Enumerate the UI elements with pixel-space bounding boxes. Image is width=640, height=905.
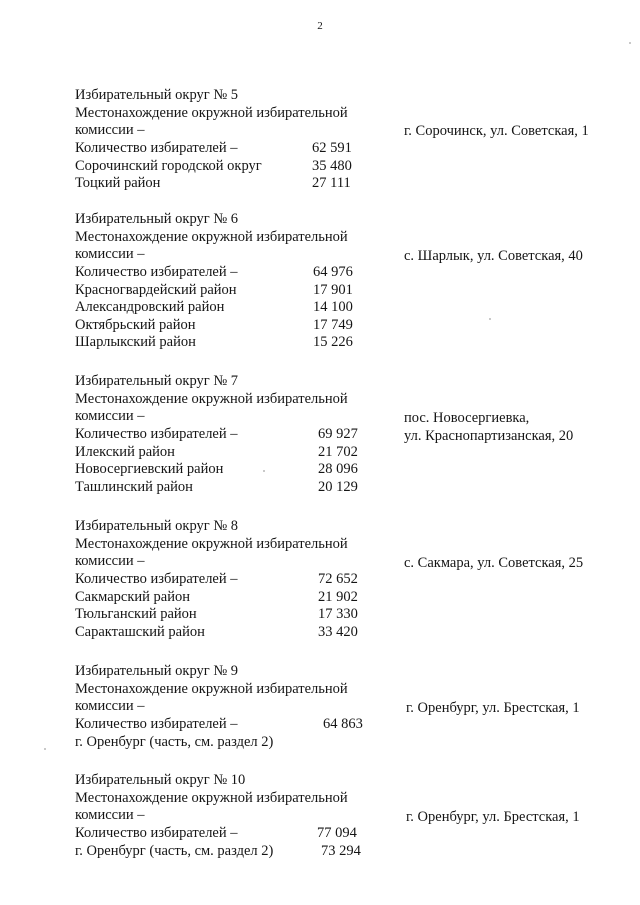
commission-label: Местонахождение окружной избирательной bbox=[75, 681, 348, 697]
commission-address: г. Оренбург, ул. Брестская, 1 bbox=[406, 809, 580, 825]
commission-address-cont: ул. Краснопартизанская, 20 bbox=[404, 428, 574, 444]
commission-label-cont: комиссии – bbox=[75, 246, 145, 262]
voters-label: Количество избирателей – bbox=[75, 140, 238, 156]
area-voters: 17 749 bbox=[313, 317, 353, 333]
area-voters: 20 129 bbox=[318, 479, 358, 495]
area-voters: 33 420 bbox=[318, 624, 358, 640]
area-voters: 15 226 bbox=[313, 334, 353, 350]
area-name: Сакмарский район bbox=[75, 589, 190, 605]
area-name: Александровский район bbox=[75, 299, 225, 315]
scan-speck bbox=[489, 318, 491, 320]
district-title: Избирательный округ № 7 bbox=[75, 373, 239, 389]
voters-label: Количество избирателей – bbox=[75, 426, 238, 442]
area-voters: 21 902 bbox=[318, 589, 358, 605]
commission-label: Местонахождение окружной избирательной bbox=[75, 105, 348, 121]
area-name: г. Оренбург (часть, см. раздел 2) bbox=[75, 843, 274, 859]
voters-label: Количество избирателей – bbox=[75, 825, 238, 841]
area-name: Тюльганский район bbox=[75, 606, 197, 622]
scan-speck bbox=[263, 470, 265, 472]
voters-count: 69 927 bbox=[318, 426, 358, 442]
district-title: Избирательный округ № 6 bbox=[75, 211, 239, 227]
area-name: Октябрьский район bbox=[75, 317, 196, 333]
page-number: 2 bbox=[317, 20, 323, 32]
area-voters: 21 702 bbox=[318, 444, 358, 460]
scan-speck bbox=[629, 42, 631, 44]
voters-count: 62 591 bbox=[312, 140, 352, 156]
voters-count: 77 094 bbox=[317, 825, 357, 841]
voters-count: 64 863 bbox=[323, 716, 363, 732]
area-voters: 28 096 bbox=[318, 461, 358, 477]
commission-label-cont: комиссии – bbox=[75, 553, 145, 569]
scan-speck bbox=[44, 748, 46, 750]
area-name: Саракташский район bbox=[75, 624, 205, 640]
district-title: Избирательный округ № 8 bbox=[75, 518, 239, 534]
area-name: г. Оренбург (часть, см. раздел 2) bbox=[75, 734, 274, 750]
area-name: Шарлыкский район bbox=[75, 334, 196, 350]
district-title: Избирательный округ № 9 bbox=[75, 663, 239, 679]
area-voters: 27 111 bbox=[312, 175, 351, 191]
area-voters: 17 330 bbox=[318, 606, 358, 622]
voters-label: Количество избирателей – bbox=[75, 716, 238, 732]
area-name: Новосергиевский район bbox=[75, 461, 224, 477]
voters-count: 72 652 bbox=[318, 571, 358, 587]
area-name: Сорочинский городской округ bbox=[75, 158, 262, 174]
commission-address: г. Сорочинск, ул. Советская, 1 bbox=[404, 123, 589, 139]
commission-address: с. Сакмара, ул. Советская, 25 bbox=[404, 555, 584, 571]
area-voters: 73 294 bbox=[321, 843, 361, 859]
commission-label-cont: комиссии – bbox=[75, 122, 145, 138]
area-voters: 17 901 bbox=[313, 282, 353, 298]
district-title: Избирательный округ № 10 bbox=[75, 772, 246, 788]
commission-address: пос. Новосергиевка, bbox=[404, 410, 530, 426]
voters-count: 64 976 bbox=[313, 264, 353, 280]
voters-label: Количество избирателей – bbox=[75, 264, 238, 280]
district-title: Избирательный округ № 5 bbox=[75, 87, 239, 103]
commission-address: с. Шарлык, ул. Советская, 40 bbox=[404, 248, 583, 264]
commission-label-cont: комиссии – bbox=[75, 408, 145, 424]
commission-address: г. Оренбург, ул. Брестская, 1 bbox=[406, 700, 580, 716]
area-voters: 35 480 bbox=[312, 158, 352, 174]
area-name: Ташлинский район bbox=[75, 479, 193, 495]
area-name: Красногвардейский район bbox=[75, 282, 237, 298]
area-name: Илекский район bbox=[75, 444, 175, 460]
area-voters: 14 100 bbox=[313, 299, 353, 315]
commission-label-cont: комиссии – bbox=[75, 807, 145, 823]
commission-label: Местонахождение окружной избирательной bbox=[75, 391, 348, 407]
area-name: Тоцкий район bbox=[75, 175, 161, 191]
commission-label: Местонахождение окружной избирательной bbox=[75, 536, 348, 552]
voters-label: Количество избирателей – bbox=[75, 571, 238, 587]
commission-label-cont: комиссии – bbox=[75, 698, 145, 714]
commission-label: Местонахождение окружной избирательной bbox=[75, 229, 348, 245]
commission-label: Местонахождение окружной избирательной bbox=[75, 790, 348, 806]
